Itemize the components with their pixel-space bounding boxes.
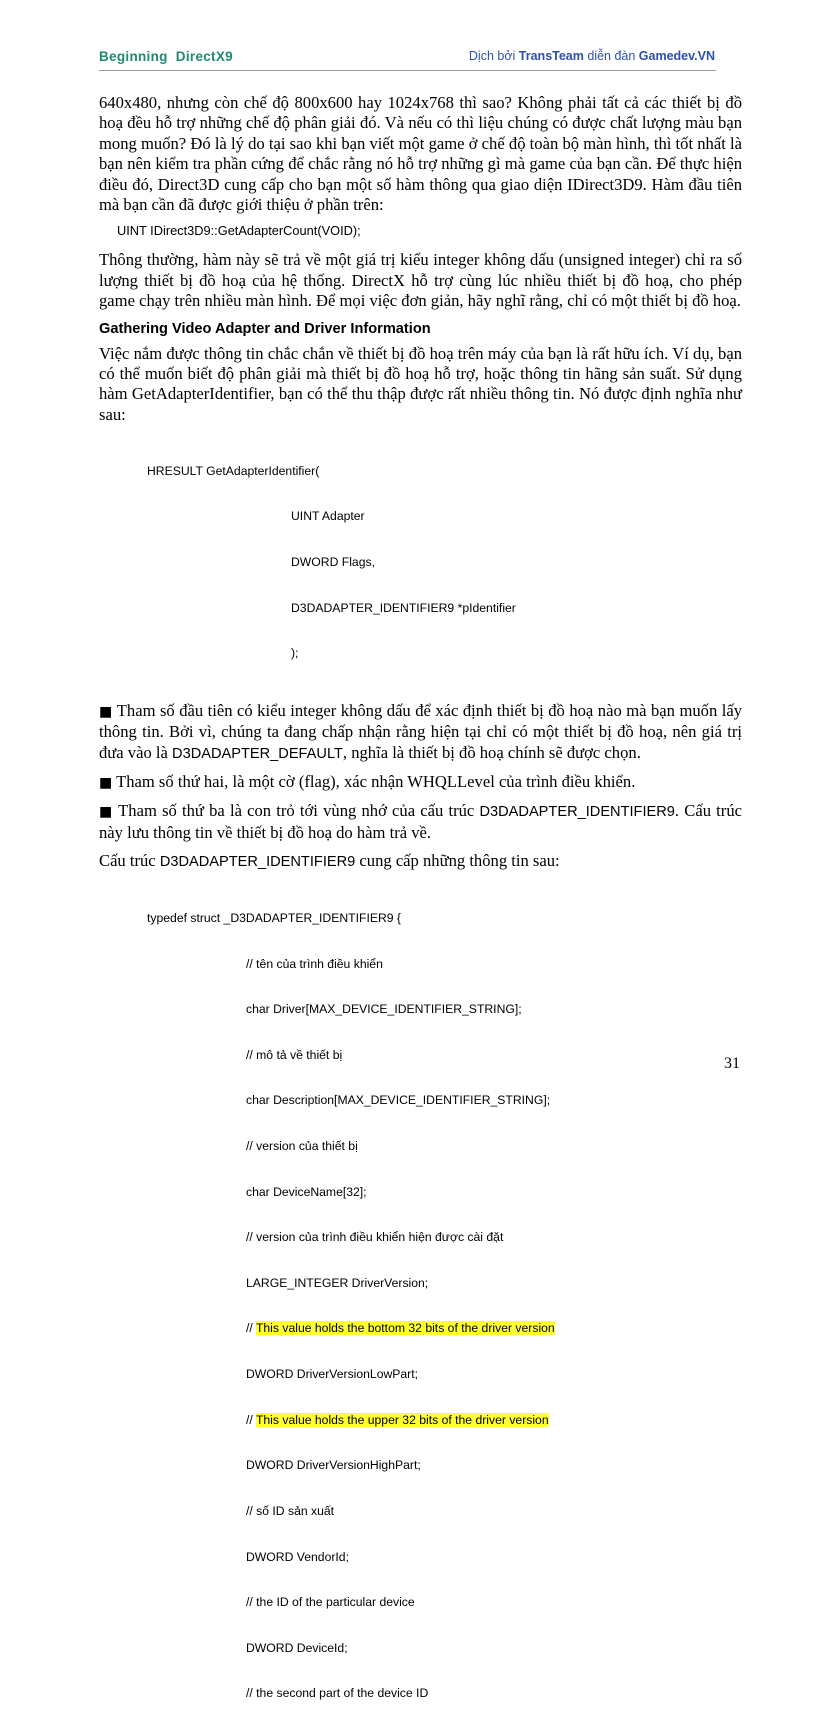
code-line: ); xyxy=(291,646,299,661)
code-line: D3DADAPTER_IDENTIFIER9 *pIdentifier xyxy=(291,600,516,615)
bullet-text: . Cấu trúc này lưu thông tin về thiết bị đồ hoạ do hàm trả về. xyxy=(99,801,742,842)
code-line: typedef struct _D3DADAPTER_IDENTIFIER9 { xyxy=(147,910,401,925)
paragraph-intro: 640x480, nhưng còn chế độ 800x600 hay 1024x768 thì sao? Không phải tất cả các thiết bị đồ hoạ đều hỗ trợ những chế độ phân giải đó. Và nếu có thì liệu chúng có được chất lượng màu bạn mong muốn? Đó là lý do tại sao khi bạn viết một game ở chế độ toàn bộ màn hình, thì tốt nhất là bạn nên kiểm tra phần cứng để chắc rằng nó hỗ trợ những gì mà game của bạn cần. Để thực hiện điều đó, Direct3D cung cấp cho bạn một số hàm thông qua giao diện IDirect3D9. Hàm đầu tiên mà bạn cần đã được giới thiệu ở phần trên: xyxy=(99,93,742,215)
code-line: char Driver[MAX_DEVICE_IDENTIFIER_STRING]; xyxy=(246,1002,522,1017)
header-divider xyxy=(99,70,716,71)
code-comment-highlighted xyxy=(147,1321,742,1336)
code-line: DWORD DriverVersionHighPart; xyxy=(246,1458,421,1473)
inline-code: D3DADAPTER_DEFAULT xyxy=(172,745,343,762)
comment-prefix: // xyxy=(246,1412,256,1427)
comment-prefix: // xyxy=(246,1321,256,1336)
bullet-text: Tham số thứ hai, là một cờ (flag), xác nhận WHQLLevel của trình điều khiển. xyxy=(112,771,636,791)
code-line: UINT Adapter xyxy=(291,509,365,524)
paragraph-text: Cấu trúc xyxy=(99,851,160,871)
bullet-param-flags xyxy=(99,772,742,793)
highlighted-text: This value holds the upper 32 bits of the driver version xyxy=(255,1412,549,1427)
paragraph-struct-intro xyxy=(99,851,742,872)
code-line: HRESULT GetAdapterIdentifier( xyxy=(147,463,320,478)
code-comment-highlighted xyxy=(147,1413,742,1428)
bullet-text: , nghĩa là thiết bị đồ hoạ chính sẽ được chọn. xyxy=(342,742,641,762)
paragraph-adapter-info: Việc nắm được thông tin chắc chắn về thiết bị đồ hoạ trên máy của bạn là rất hữu ích. Ví dụ, bạn có thể muốn biết độ phân giải mà thiết bị đồ hoạ hỗ trợ, hoặc thông tin hãng sản suất. Sử dụng hàm GetAdapterIdentifier, bạn có thể thu thập được rất nhiều thông tin. Nó được định nghĩa như sau: xyxy=(99,343,742,424)
code-getadaptercount: UINT IDirect3D9::GetAdapterCount(VOID); xyxy=(117,223,361,239)
code-line: DWORD DriverVersionLowPart; xyxy=(246,1367,419,1382)
code-line: DWORD VendorId; xyxy=(246,1549,349,1564)
code-comment: // tên của trình điều khiển xyxy=(246,956,383,971)
bullet-text: Tham số đầu tiên có kiểu integer không dấu để xác định thiết bị đồ hoạ nào mà bạn muốn lấy thông tin. Bởi vì, chúng ta đang chấp nhận rằng hiện tại chỉ có một thiết bị đồ hoạ, nên giá trị đưa vào là xyxy=(99,700,743,762)
bullet-param-identifier xyxy=(99,801,742,843)
bullet-square-icon: ■ xyxy=(99,804,114,821)
code-line: char DeviceName[32]; xyxy=(246,1184,367,1199)
paragraph-text: cung cấp những thông tin sau: xyxy=(355,851,560,871)
code-line: LARGE_INTEGER DriverVersion; xyxy=(246,1275,429,1290)
header-credit-mid: diễn đàn xyxy=(583,49,639,63)
code-comment: // the ID of the particular device xyxy=(246,1595,415,1610)
header-book-title: Beginning DirectX9 xyxy=(99,49,233,64)
paragraph-adapter-count: Thông thường, hàm này sẽ trả về một giá trị kiểu integer không dấu (unsigned integer) chỉ ra số lượng thiết bị đồ hoạ của hệ thống. DirectX hỗ trợ cùng lúc nhiều thiết bị đồ hoạ, cho phép game chạy trên nhiều màn hình. Để mọi việc đơn giản, hãy nghĩ rằng, chỉ có một thiết bị đồ hoạ. xyxy=(99,250,742,311)
code-comment: // version của trình điều khiển hiện được cài đặt xyxy=(246,1230,504,1245)
page-number: 31 xyxy=(724,1055,740,1072)
bullet-param-adapter xyxy=(99,701,742,764)
code-comment: // the second part of the device ID xyxy=(246,1686,429,1701)
code-struct-definition xyxy=(147,881,742,1732)
code-line: char Description[MAX_DEVICE_IDENTIFIER_STRING]; xyxy=(246,1093,551,1108)
code-comment: // mô tả về thiết bị xyxy=(246,1047,343,1062)
code-comment: // số ID sản xuất xyxy=(246,1503,335,1518)
bullet-square-icon: ■ xyxy=(99,774,113,791)
code-getadapteridentifier xyxy=(147,433,742,691)
inline-code: D3DADAPTER_IDENTIFIER9 xyxy=(159,854,356,871)
document-body xyxy=(99,93,742,1732)
header-team-name: TransTeam xyxy=(518,49,584,63)
header-translator-credit xyxy=(469,49,715,63)
code-line: DWORD DeviceId; xyxy=(246,1640,348,1655)
header-credit-prefix: Dịch bởi xyxy=(468,49,519,63)
bullet-text: Tham số thứ ba là con trỏ tới vùng nhớ của cấu trúc xyxy=(113,801,480,821)
section-heading: Gathering Video Adapter and Driver Information xyxy=(99,320,431,337)
code-comment: // version của thiết bị xyxy=(246,1139,358,1154)
bullet-square-icon: ■ xyxy=(99,703,113,720)
code-line: DWORD Flags, xyxy=(291,554,375,569)
inline-code: D3DADAPTER_IDENTIFIER9 xyxy=(479,804,675,821)
highlighted-text: This value holds the bottom 32 bits of the driver version xyxy=(255,1321,555,1336)
header-site-name: Gamedev.VN xyxy=(638,49,715,63)
